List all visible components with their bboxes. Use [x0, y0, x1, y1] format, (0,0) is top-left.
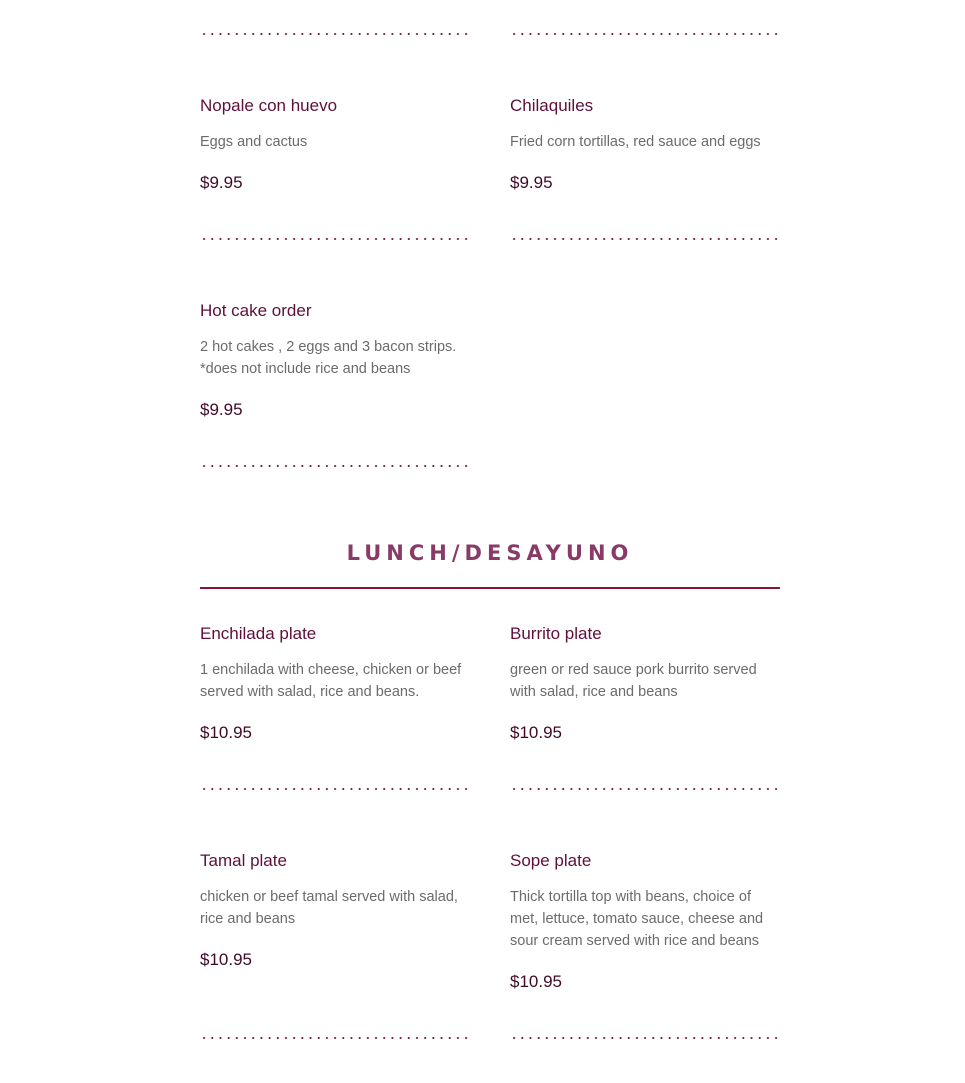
menu-item-price: $10.95 — [200, 723, 252, 742]
dotted-separator — [510, 32, 780, 36]
dotted-separator — [200, 237, 470, 241]
menu-item-description: green or red sauce pork burrito served with salad, rice and beans — [510, 662, 757, 700]
dotted-separator — [200, 787, 470, 791]
menu-item-description: 1 enchilada with cheese, chicken or beef served with salad, rice and beans. — [200, 662, 462, 700]
menu-item-title: Enchilada plate — [200, 624, 317, 643]
menu-item-price: $9.95 — [200, 400, 243, 419]
dotted-separator — [510, 1036, 780, 1040]
menu-item-price: $10.95 — [200, 950, 252, 969]
section-divider — [200, 587, 780, 589]
dotted-separator — [200, 464, 470, 468]
menu-item-price: $9.95 — [510, 173, 553, 192]
menu-item-title: Tamal plate — [200, 851, 287, 870]
menu-item-title: Sope plate — [510, 851, 592, 870]
menu-item-title: Chilaquiles — [510, 96, 594, 115]
dotted-separator — [200, 1036, 470, 1040]
dotted-separator — [510, 237, 780, 241]
menu-item-price: $10.95 — [510, 723, 562, 742]
dotted-separator — [510, 787, 780, 791]
menu-item-description: Fried corn tortillas, red sauce and eggs — [510, 134, 761, 150]
dotted-separator — [200, 32, 470, 36]
menu-item-price: $9.95 — [200, 173, 243, 192]
menu-item-description: Thick tortilla top with beans, choice of met, lettuce, tomato sauce, cheese and sour cream served with rice and beans — [510, 889, 764, 949]
section-heading: LUNCH/DESAYUNO — [346, 541, 634, 565]
menu-item-title: Hot cake order — [200, 301, 312, 320]
menu-item-title: Burrito plate — [510, 624, 602, 643]
menu-item-description: chicken or beef tamal served with salad, rice and beans — [200, 889, 458, 927]
menu-item-description: 2 hot cakes , 2 eggs and 3 bacon strips. *does not include rice and beans — [200, 339, 457, 377]
menu-item-price: $10.95 — [510, 972, 562, 991]
menu-item-title: Nopale con huevo — [200, 96, 338, 115]
menu-item-description: Eggs and cactus — [200, 134, 308, 150]
